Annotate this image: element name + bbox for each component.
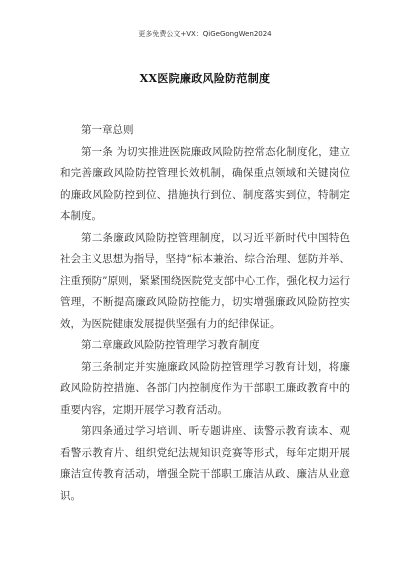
- header-note: 更多免费公文+VX：QiGeGongWen2024: [138, 30, 272, 38]
- article-1: 第一条 为切实推进医院廉政风险防控常态化制度化，建立和完善廉政风险防控管理长效机制，确保重点领域和关键岗位的廉政风险防控到位、措施执行到位、制度落实到位，特制定本制度。: [60, 145, 350, 222]
- document-title: XX医院廉政风险防范制度: [139, 72, 271, 85]
- article-4: 第四条通过学习培训、听专题讲座、读警示教育读本、观看警示教育片、组织党纪法规知识竞赛等形式，每年定期开展廉洁宣传教育活动，增强全院干部职工廉洁从政、廉洁从业意识。: [60, 425, 350, 502]
- chapter-2-heading: 第二章廉政风险防控管理学习教育制度: [81, 339, 260, 351]
- document-body: [60, 120, 350, 507]
- article-3: 第三条制定并实施廉政风险防控管理学习教育计划，将廉政风险防控措施、各部门内控制度作为干部职工廉政教育中的重要内容，定期开展学习教育活动。: [60, 360, 350, 416]
- article-2: 第二条廉政风险防控管理制度，以习近平新时代中国特色社会主义思想为指导，坚持“标本兼治、综合治理、惩防并举、注重预防”原则，紧紧围绕医院党支部中心工作，强化权力运行管理，不断提高廉政风险防控能力，切实增强廉政风险防控实效，为医院健康发展提供坚强有力的纪律保证。: [60, 231, 350, 330]
- chapter-1-heading: 第一章总则: [81, 124, 134, 136]
